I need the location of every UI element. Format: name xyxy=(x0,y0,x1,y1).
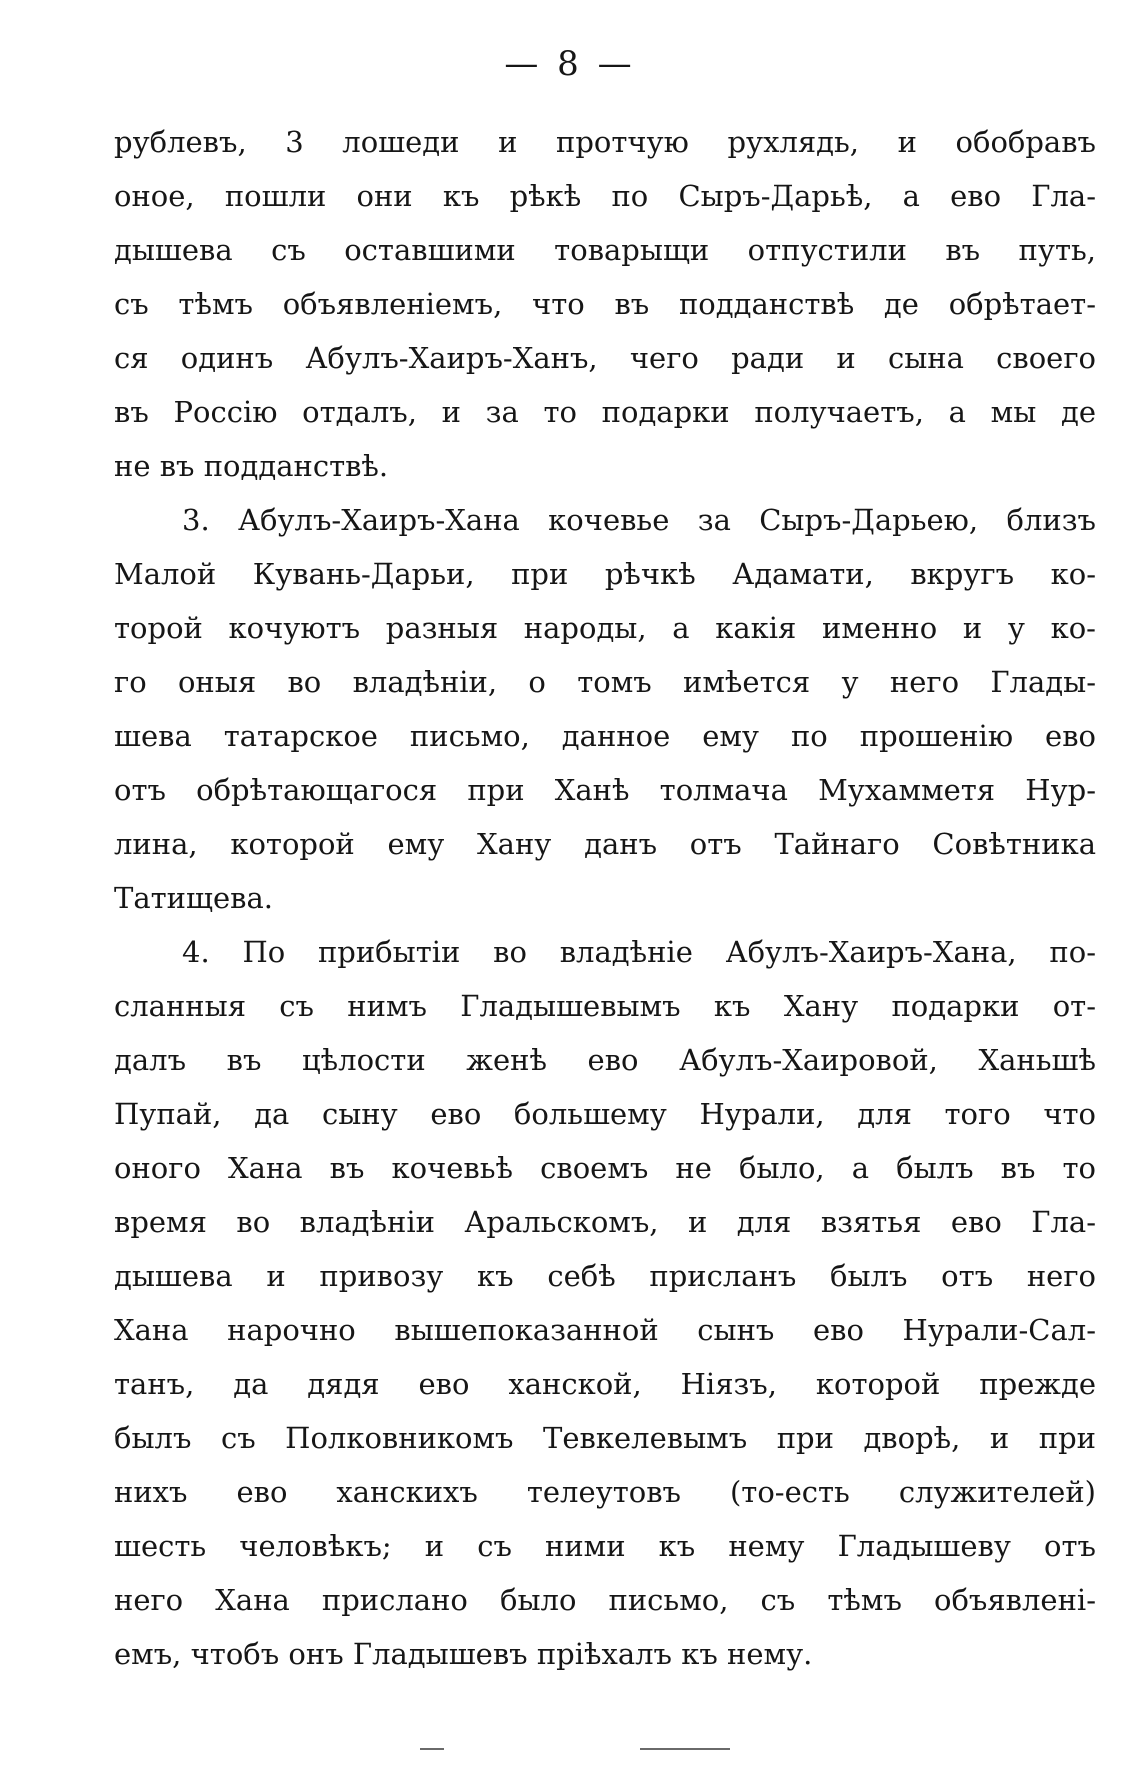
text-line: былъ съ Полковникомъ Тевкелевымъ при дворѣ, и при xyxy=(114,1421,1096,1455)
paragraph-3-first-line: 3. Абулъ-Хаиръ-Хана кочевье за Сыръ-Дарьею, близъ xyxy=(182,503,1096,537)
text-line: нихъ ево ханскихъ телеутовъ (то-есть служителей) xyxy=(114,1475,1096,1509)
text-line: съ тѣмъ объявленіемъ, что въ подданствѣ де обрѣтает- xyxy=(114,287,1096,321)
text-line: Малой Кувань-Дарьи, при рѣчкѣ Адамати, вкругъ ко- xyxy=(114,557,1096,591)
text-line: лина, которой ему Хану данъ отъ Тайнаго Совѣтника xyxy=(114,827,1096,861)
text-line: шесть человѣкъ; и съ ними къ нему Гладышеву отъ xyxy=(114,1529,1096,1563)
page-number: — 8 — xyxy=(504,44,636,84)
text-line: оного Хана въ кочевьѣ своемъ не было, а былъ въ то xyxy=(114,1151,1096,1185)
body-text xyxy=(114,115,1096,1681)
text-line: сланныя съ нимъ Гладышевымъ къ Хану подарки от- xyxy=(114,989,1096,1023)
text-line: въ Россію отдалъ, и за то подарки получаетъ, а мы де xyxy=(114,395,1096,429)
text-line: Хана нарочно вышепоказанной сынъ ево Нурали-Сал- xyxy=(114,1313,1096,1347)
bottom-edge-mark xyxy=(640,1748,730,1750)
text-line: танъ, да дядя ево ханской, Ніязъ, которой прежде xyxy=(114,1367,1096,1401)
text-line: шева татарское письмо, данное ему по прошенію ево xyxy=(114,719,1096,753)
text-line: отъ обрѣтающагося при Ханѣ толмача Мухамметя Нур- xyxy=(114,773,1096,807)
bottom-edge-mark xyxy=(420,1748,444,1750)
text-line: время во владѣніи Аральскомъ, и для взятья ево Гла- xyxy=(114,1205,1096,1239)
text-line: не въ подданствѣ. xyxy=(114,449,389,483)
text-line: дышева и привозу къ себѣ присланъ былъ отъ него xyxy=(114,1259,1096,1293)
text-line: дышева съ оставшими товарыщи отпустили въ путь, xyxy=(114,233,1096,267)
text-line: торой кочуютъ разныя народы, а какія именно и у ко- xyxy=(114,611,1096,645)
text-line: Татищева. xyxy=(114,881,273,915)
text-line: далъ въ цѣлости женѣ ево Абулъ-Хаировой, Ханьшѣ xyxy=(114,1043,1096,1077)
text-line: емъ, чтобъ онъ Гладышевъ пріѣхалъ къ нему. xyxy=(114,1637,813,1671)
paragraph-4-first-line: 4. По прибытіи во владѣніе Абулъ-Хаиръ-Хана, по- xyxy=(182,935,1096,969)
text-line: ся одинъ Абулъ-Хаиръ-Ханъ, чего ради и сына своего xyxy=(114,341,1096,375)
text-line: го оныя во владѣніи, о томъ имѣется у него Глады- xyxy=(114,665,1096,699)
text-line: рублевъ, 3 лошеди и протчую рухлядь, и обобравъ xyxy=(114,125,1096,159)
text-line: оное, пошли они къ рѣкѣ по Сыръ-Дарьѣ, а ево Гла- xyxy=(114,179,1096,213)
text-line: Пупай, да сыну ево большему Нурали, для того что xyxy=(114,1097,1096,1131)
text-line: него Хана прислано было письмо, съ тѣмъ объявлені- xyxy=(114,1583,1096,1617)
